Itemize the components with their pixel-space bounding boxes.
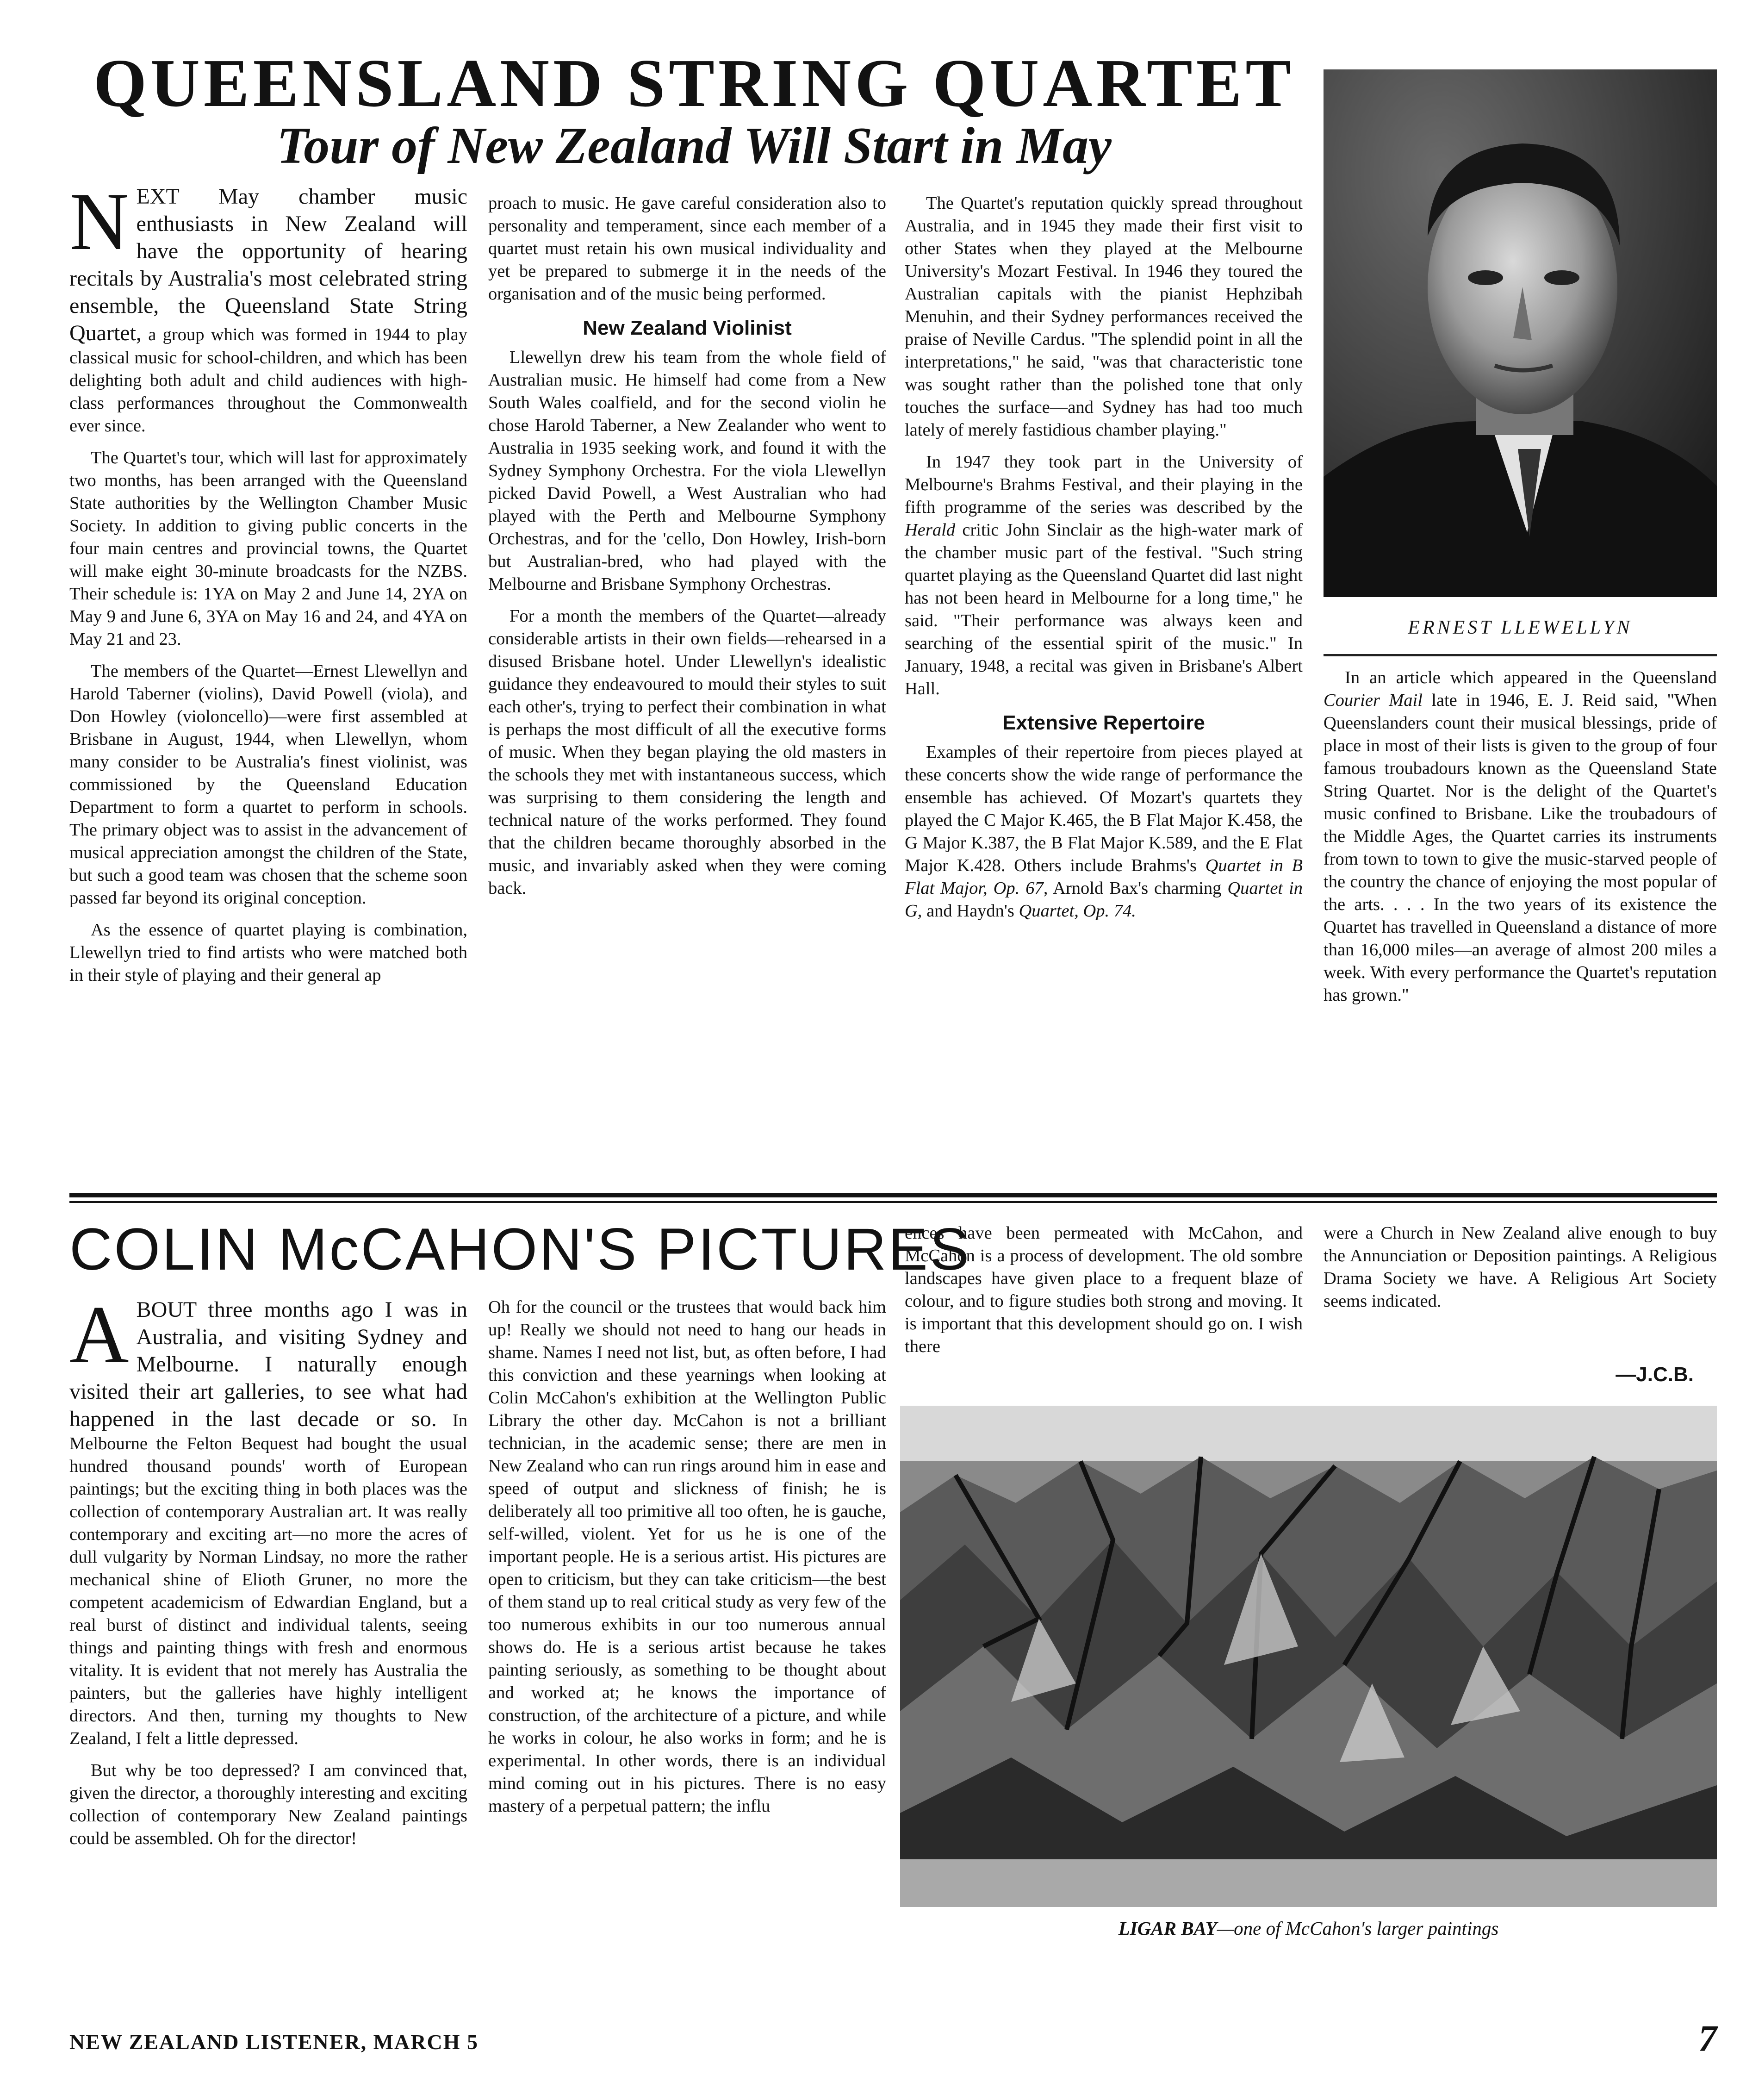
- article2-paragraph-2: But why be too depressed? I am convinced that, given the director, a thoroughly interesting and exciting collection of contemporary New Zealand paintings could be assembled. Oh for the director!: [69, 1761, 467, 1848]
- article1-paragraph-2: The Quartet's tour, which will last for approximately two months, has been arranged with the Queensland State authorities by the Wellington Chamber Music Society. In addition to giving public concerts in the four main centres and provincial towns, the Quartet will make eight 30-minute broadcasts for the NZBS. Their schedule is: 1YA on May 2 and June 14, 2YA on May 9 and June 6, 3YA on May 16 and 24, and 4YA on May 21 and 23.: [69, 448, 467, 649]
- caption-rule: [1324, 654, 1717, 656]
- portrait-photo: [1324, 69, 1717, 597]
- article1-paragraph-10: In an article which appeared in the Queensland Courier Mail late in 1946, E. J. Reid said, "When Queenslanders count their musical blessings, pride of place in most of their lists is given to the group of four famous troubadours known as the Queensland State String Quartet. Nor is the delight of the Quartet's music confined to Brisbane. Like the troubadours of the Middle Ages, the Quartet carries its instruments from town to town to give the music-starved people of the country the chance of enjoying the most popular of the arts. . . . In the two years of its existence the Quartet has travelled in Queensland a distance of more than 16,000 miles—an average of almost 200 miles a week. With every performance the Quartet's reputation has grown.": [1324, 668, 1717, 1005]
- article1-paragraph-1: NEXT May chamber music enthusiasts in New Zealand will have the opportunity of hearing recitals by Australia's most celebrated string ensemble, the Queensland State String Quartet, a group which was formed in 1944 to play classical music for school-children, and which has been delighting both adult and child audiences with high-class performances throughout the Commonwealth ever since.: [69, 175, 467, 436]
- article2-lead: BOUT three months ago I was in Australia, and visiting Sydney and Melbourne. I naturally enough visited their art galleries, to see what had happened in the last decade or so.: [69, 1297, 467, 1431]
- painting-image: [900, 1406, 1717, 1907]
- footer-magazine-title: NEW ZEALAND LISTENER, MARCH 5: [69, 2030, 479, 2054]
- article1-paragraph-7: The Quartet's reputation quickly spread throughout Australia, and in 1945 they made their first visit to other States when they played at the Melbourne University's Mozart Festival. In 1946 they toured the Australian capitals with the pianist Hephzibah Menuhin, and their Sydney performances received the praise of Neville Cardus. "The splendid point in all the interpretations," he said, "was that characteristic tone was sought rather than the polished tone that only touches the surface—and Sydney has had too much lately of merely fastidious chamber playing.": [905, 193, 1303, 440]
- article2-column-4: [1324, 1222, 1717, 1322]
- article1-paragraph-9: Examples of their repertoire from pieces played at these concerts show the wide range of performance the ensemble has achieved. Of Mozart's quartets they played the C Major K.465, the B Flat Major K.458, the G Major K.387, the B Flat Major K.589, and the E Flat Major K.428. Others include Brahms's Quartet in B Flat Major, Op. 67, Arnold Bax's charming Quartet in G, and Haydn's Quartet, Op. 74.: [905, 742, 1303, 921]
- article1-column-3: [905, 192, 1303, 932]
- painting-caption: LIGAR BAY—one of McCahon's larger paintings: [1118, 1918, 1499, 1939]
- article1-column-4: [1324, 667, 1717, 1016]
- section-divider-thick: [69, 1193, 1717, 1197]
- painting-ligar-bay: [900, 1406, 1717, 1907]
- article2-paragraph-3: Oh for the council or the trustees that would back him up! Really we should not need to hang our heads in shame. Names I need not list, but, as often before, I had this conviction and these yearnings when looking at Colin McCahon's exhibition at the Wellington Public Library the other day. McCahon is not a brilliant technician, in the academic sense; there are men in New Zealand who can run rings around him in ease and speed of output and slickness of finish; he is deliberately all too primitive all too often, he is gauche, self-willed, violent. Yet for us he is one of the important people. He is a serious artist. His pictures are open to criticism, but they can take criticism—the best of them stand up to real critical study as very few of the too numerous exhibits in our too numerous annual shows do. He is a serious artist because he takes painting seriously, as something to be thought about and worked at; he knows the importance of construction, of the architecture of a picture, and while he works in colour, he also works in form; and he is experimental. In other words, there is an individual mind coming out in his pictures. There is no easy mastery of a perpetual pattern; the influ: [488, 1297, 886, 1816]
- article1-paragraph-8: In 1947 they took part in the University of Melbourne's Brahms Festival, and their playing in the fifth programme of the series was described by the Herald critic John Sinclair as the high-water mark of the chamber music part of the festival. "Such string quartet playing as the Queensland Quartet did last night has not been heard in Melbourne for a long time," he said. "Their performance was always keen and searching of the essential spirit of the music." In January, 1948, a recital was given in Brisbane's Albert Hall.: [905, 452, 1303, 698]
- dropcap-a: A: [69, 1289, 129, 1380]
- article1-paragraph-3: The members of the Quartet—Ernest Llewellyn and Harold Taberner (violins), David Powell (viola), and Don Howley (violoncello)—were first assembled at Brisbane in August, 1944, when Llewellyn, whom many consider to be Australia's finest violinist, was commissioned by the Queensland Education Department to form a quartet to perform in schools. The primary object was to assist in the advancement of musical appreciation amongst the children of the State, but such a good team was chosen that the scheme soon passed far beyond its original conception.: [69, 661, 467, 908]
- article2-paragraph-4: ences have been permeated with McCahon, and McCahon is a process of development. The old sombre landscapes have given place to a frequent blaze of colour, and to figure studies both strong and moving. It is important that this development should go on. I wish there: [905, 1223, 1303, 1356]
- article2-paragraph-1: ABOUT three months ago I was in Australia, and visiting Sydney and Melbourne. I naturally enough visited their art galleries, to see what had happened in the last decade or so. In Melbourne the Felton Bequest had bought the usual hundred thousand pounds' worth of European paintings; but the exciting thing in both places was the collection of contemporary Australian art. It was really contemporary and exciting art—no more the acres of dull vulgarity by Norman Lindsay, no more the rather mechanical shine of Elioth Gruner, no more the competent academicism of Edwardian England, but a real burst of distinct and individual talents, seeing things and painting things with fresh and enormous vitality. It is evident that not merely has Australia the painters, but the galleries have highly intelligent directors. And then, turning my thoughts to New Zealand, I felt a little depressed.: [69, 1289, 467, 1748]
- article2-column-3: [905, 1222, 1303, 1367]
- article1-paragraph-6: For a month the members of the Quartet—already considerable artists in their own fields—rehearsed in a disused Brisbane hotel. Under Llewellyn's idealistic guidance they endeavoured to mould their styles to suit each other's, trying to perfect their combination in what is perhaps the most difficult of all the executive forms of music. When they began playing the old masters in the schools they met with instantaneous success, which was surprising to them considering the length and technical nature of the works performed. They found that the children became thoroughly absorbed in the music, and invariably asked when they were coming back.: [488, 606, 886, 898]
- article1-paragraph-4: As the essence of quartet playing is combination, Llewellyn tried to find artists who were matched both in their style of playing and their general ap: [69, 920, 467, 985]
- subheadline-tour: Tour of New Zealand Will Start in May: [277, 117, 1112, 174]
- article1-column-2: [488, 192, 886, 909]
- section-divider-thin: [69, 1201, 1717, 1203]
- dropcap-n: N: [69, 175, 129, 267]
- headline-queensland: QUEENSLAND STRING QUARTET: [93, 45, 1295, 121]
- headline-mccahon: COLIN McCAHON'S PICTURES: [69, 1216, 971, 1283]
- article1-column-1: [69, 175, 467, 987]
- article1-paragraph-5: Llewellyn drew his team from the whole field of Australian music. He himself had come from a New South Wales coalfield, and for the second violin he chose Harold Taberner, a New Zealander who went to Australia in 1935 seeking work, and found it with the Sydney Symphony Orchestra. For the viola Llewellyn picked David Powell, a West Australian who had played with the Perth and Melbourne Symphony Orchestras, and for the 'cello, Don Howley, Irish-born but Australian-bred, who had played with the Melbourne and Brisbane Symphony Orchestras.: [488, 348, 886, 594]
- subhead-new-zealand-violinist: New Zealand Violinist: [583, 317, 792, 339]
- article1-lead: EXT May chamber music enthusiasts in New Zealand will have the opportunity of hearing recitals by Australia's most celebrated string ensemble, the Queensland State String Quartet,: [69, 184, 467, 345]
- subhead-extensive-repertoire: Extensive Repertoire: [1002, 711, 1205, 734]
- article2-column-1: [69, 1289, 467, 1850]
- portrait-image: [1324, 69, 1717, 597]
- page-number: 7: [1698, 2019, 1717, 2059]
- signoff: —J.C.B.: [1616, 1363, 1694, 1386]
- article2-column-2: [488, 1296, 886, 1827]
- article2-paragraph-4-cont: were a Church in New Zealand alive enough to buy the Annunciation or Deposition paintings. A Religious Drama Society we have. A Religious Art Society seems indicated.: [1324, 1223, 1717, 1311]
- article1-paragraph-4-cont: proach to music. He gave careful consideration also to personality and temperament, since each member of a quartet must retain his own musical individuality and yet be prepared to submerge it in the needs of the organisation and of the music being performed.: [488, 193, 886, 304]
- portrait-caption: ERNEST LLEWELLYN: [1408, 617, 1633, 638]
